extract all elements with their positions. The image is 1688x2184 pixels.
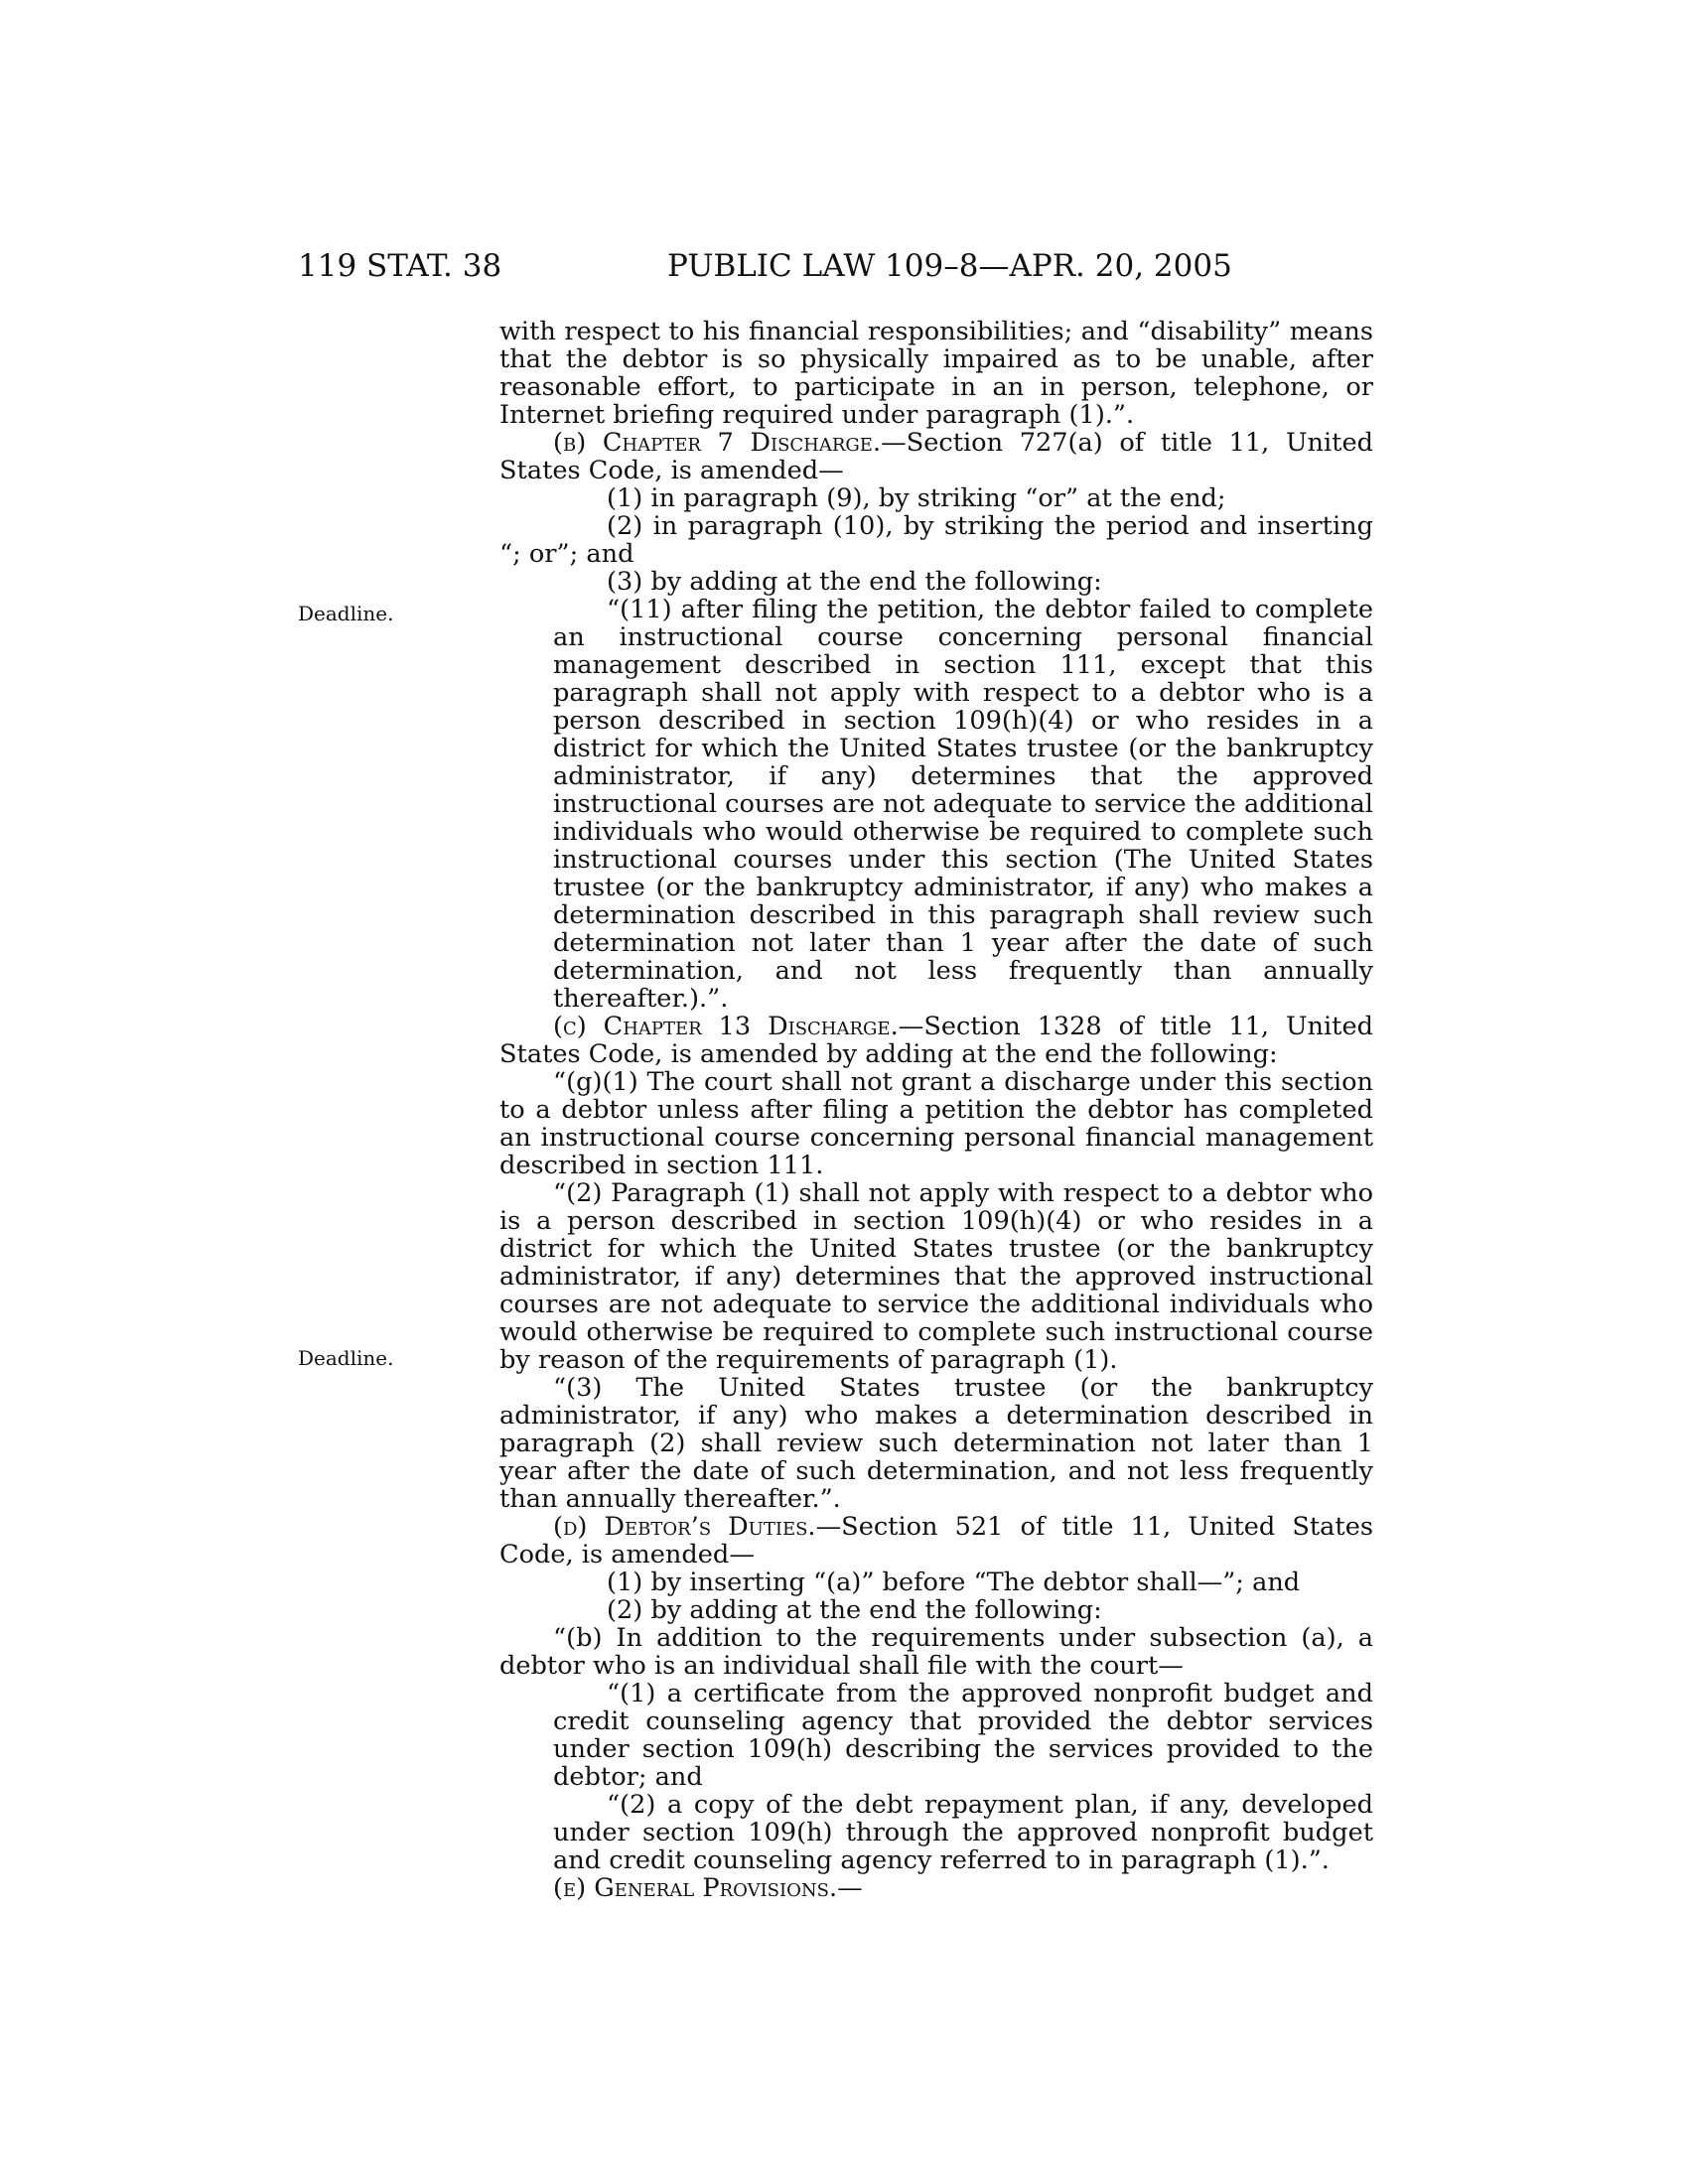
paragraph: (1) by inserting “(a)” before “The debtor shall—”; and — [607, 1568, 1301, 1597]
section-heading-paragraph: (d) Debtor’s Duties.—Section 521 of title 11, United States Code, is amended— — [499, 1512, 1373, 1570]
paragraph: “(1) a certificate from the approved nonprofit budget and credit counseling agency that provided the debtor services under section 109(h) describing the services provided to the debtor; and — [553, 1679, 1373, 1792]
section-heading-paragraph: (b) Chapter 7 Discharge.—Section 727(a) of title 11, United States Code, is amended— — [499, 428, 1373, 485]
paragraph: (2) in paragraph (10), by striking the period and inserting “; or”; and — [499, 511, 1373, 569]
section-heading: (d) Debtor’s Duties. — [553, 1512, 816, 1542]
statute-page-number: 119 STAT. 38 — [298, 248, 502, 284]
paragraph: “(g)(1) The court shall not grant a discharge under this section to a debtor unless after filing a petition the debtor has completed an instructional course concerning personal financial management described in section 111. — [499, 1067, 1373, 1180]
margin-note-deadline: Deadline. — [298, 1346, 394, 1370]
section-heading: (b) Chapter 7 Discharge. — [553, 428, 882, 458]
section-heading-paragraph: (e) General Provisions.— — [553, 1873, 863, 1903]
paragraph: “(2) Paragraph (1) shall not apply with respect to a debtor who is a person described in section 109(h)(4) or who resides in a district for which the United States trustee (or the bankruptcy administrator, if any) determines that the approved instructional courses are not adequate to service the additional individuals who would otherwise be required to complete such instructional course by reason of the requirements of paragraph (1). — [499, 1178, 1373, 1375]
document-body — [499, 318, 1373, 1902]
paragraph: “(2) a copy of the debt repayment plan, if any, developed under section 109(h) through the approved nonprofit budget and credit counseling agency referred to in paragraph (1).”. — [553, 1790, 1373, 1875]
section-heading: (c) Chapter 13 Discharge. — [553, 1012, 899, 1041]
paragraph: “(3) The United States trustee (or the bankruptcy administrator, if any) who makes a determination described in paragraph (2) shall review such determination not later than 1 year after the date of such determination, and not less frequently than annually thereafter.”. — [499, 1373, 1373, 1514]
paragraph: “(11) after filing the petition, the debtor failed to complete an instructional course concerning personal financial management described in section 111, except that this paragraph shall not apply with respect to a debtor who is a person described in section 109(h)(4) or who resides in a district for which the United States trustee (or the bankruptcy administrator, if any) determines that the approved instructional courses are not adequate to service the additional individuals who would otherwise be required to complete such instructional courses under this section (The United States trustee (or the bankruptcy administrator, if any) who makes a determination described in this paragraph shall review such determination not later than 1 year after the date of such determination, and not less frequently than annually thereafter.).”. — [553, 595, 1373, 1014]
section-heading: (e) General Provisions. — [553, 1873, 838, 1903]
margin-note-deadline: Deadline. — [298, 602, 394, 625]
page-header — [0, 248, 1688, 288]
paragraph: (1) in paragraph (9), by striking “or” at the end; — [607, 483, 1226, 513]
section-heading-paragraph: (c) Chapter 13 Discharge.—Section 1328 of title 11, United States Code, is amended by adding at the end the following: — [499, 1012, 1373, 1069]
paragraph: with respect to his financial responsibilities; and “disability” means that the debtor is so physically impaired as to be unable, after reasonable effort, to participate in an in person, telephone, or Internet briefing required under paragraph (1).”. — [499, 317, 1373, 430]
paragraph: (3) by adding at the end the following: — [607, 567, 1102, 597]
paragraph: “(b) In addition to the requirements under subsection (a), a debtor who is an individual shall file with the court— — [499, 1623, 1373, 1681]
public-law-citation: PUBLIC LAW 109–8—APR. 20, 2005 — [667, 248, 1232, 284]
paragraph: (2) by adding at the end the following: — [607, 1595, 1102, 1625]
